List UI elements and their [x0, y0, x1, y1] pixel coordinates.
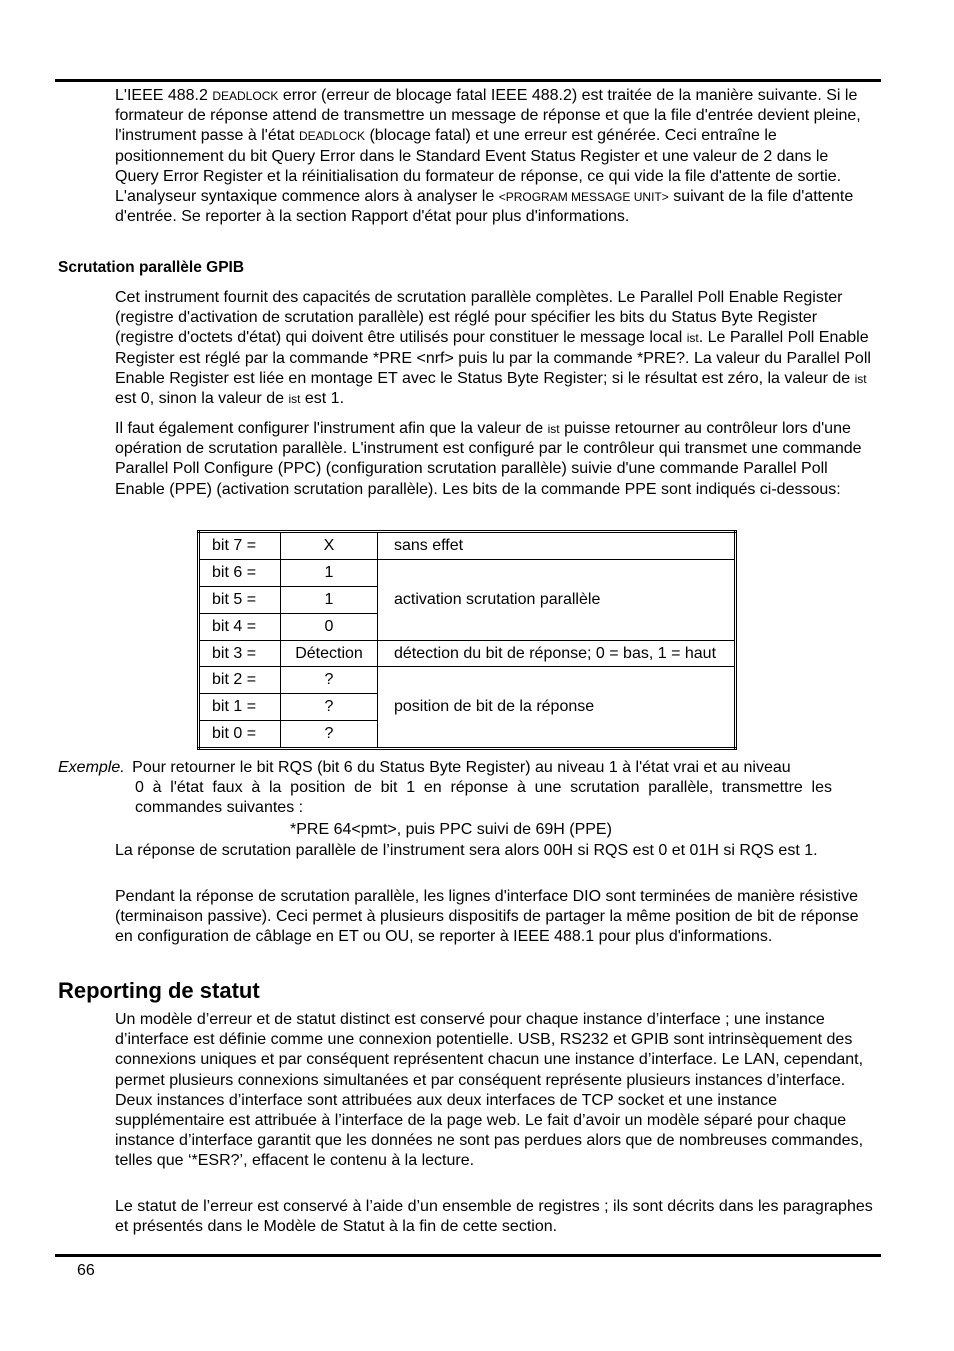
text-run: Cet instrument fournit des capacités de scrutation parallèle complètes. Le Parallel Poll Enable Register (registre d'activation de scrutation parallèle) est réglé pour spécifier les bits du Status Byte Register (registre d'octets d'état) qui doivent être utilisés pour constituer le message local [115, 289, 843, 347]
bit-value: 1 [281, 559, 378, 586]
text-run: . Le Parallel Poll Enable Register est réglé par la commande *PRE <nrf> puis lu par la commande *PRE?. La valeur du Parallel Poll Enable Register est liée en montage ET avec le Status Byte Register; si le résultat est zéro, la valeur de [115, 329, 871, 387]
text-run: suivant de la file d'attente d'entrée. Se reporter à la section Rapport d'état pour plus d'informations. [115, 188, 854, 226]
table-row [199, 640, 736, 667]
text-run: puisse retourner au contrôleur lors d'une opération de scrutation parallèle. L'instrument est configuré par le contrôleur qui transmet une commande Parallel Poll Configure (PPC) (configuration scrutation parallèle) suivie d'une commande Parallel Poll Enable (PPE) (activation scrutation parallèle). Les bits de la commande PPE sont indiqués ci-dessous: [115, 420, 862, 498]
bit-description: position de bit de la réponse [378, 667, 736, 749]
bit-value: ? [281, 694, 378, 721]
bit-value: X [281, 532, 378, 560]
bit-label: bit 1 = [199, 694, 281, 721]
bit-label: bit 5 = [199, 586, 281, 613]
bit-description: activation scrutation parallèle [378, 559, 736, 640]
paragraph-deadlock [115, 86, 875, 227]
text-run: (blocage fatal) et une erreur est générée. Ceci entraîne le positionnement du bit Query Error dans le Standard Event Status Register et une valeur de 2 dans le Query Error Register et la réinitialisation du formateur de réponse, ce qui vide la file d'attente de sortie. L'analyseur syntaxique commence alors à analyser le [115, 127, 842, 206]
text-run: est 0, sinon la valeur de [115, 390, 289, 408]
bit-value: ? [281, 721, 378, 749]
example-line1: Pour retourner le bit RQS (bit 6 du Status Byte Register) au niveau 1 à l'état vrai et au niveau [132, 759, 791, 776]
bit-label: bit 3 = [199, 640, 281, 667]
table-row [199, 532, 736, 560]
bit-value: 0 [281, 613, 378, 640]
bit-value: Détection [281, 640, 378, 667]
ist-term: ist [547, 422, 560, 436]
table-row [199, 559, 736, 586]
section-heading-reporting: Reporting de statut [58, 978, 260, 1003]
paragraph-dio: Pendant la réponse de scrutation parallèle, les lignes d'interface DIO sont terminées de manière résistive (terminaison passive). Ceci permet à plusieurs dispositifs de partager la même position de bit de réponse en configuration de câblage en ET ou OU, se reporter à IEEE 488.1 pour plus d'informations. [115, 888, 859, 946]
paragraph-parallel-poll [115, 288, 875, 409]
top-rule [55, 79, 881, 82]
paragraph-response: La réponse de scrutation parallèle de l’instrument sera alors 00H si RQS est 0 et 01H si RQS est 1. [115, 842, 818, 859]
page-number: 66 [77, 1262, 95, 1279]
example-rest: 0 à l'état faux à la position de bit 1 en réponse à une scrutation parallèle, transmettre les commandes suivantes : [135, 779, 832, 817]
text-run: L'IEEE 488.2 [115, 87, 213, 104]
bit-description: détection du bit de réponse; 0 = bas, 1 = haut [378, 640, 736, 667]
bit-label: bit 2 = [199, 667, 281, 694]
ist-term: ist [854, 371, 867, 386]
table-row [199, 667, 736, 694]
bit-label: bit 4 = [199, 613, 281, 640]
bottom-rule [55, 1254, 881, 1257]
text-run: Il faut également configurer l'instrument afin que la valeur de [115, 420, 548, 437]
ist-term: ist [288, 392, 301, 407]
bit-description: sans effet [378, 532, 736, 560]
paragraph-configure [115, 419, 875, 500]
small-caps-term: DEADLOCK [212, 89, 279, 103]
ppe-bits-table [197, 530, 737, 750]
example-block [58, 758, 838, 840]
paragraph-status-model: Un modèle d’erreur et de statut distinct est conservé pour chaque instance d’interface ; une instance d’interface est définie comme une connexion potentielle. USB, RS232 et GPIB sont intrinsèquement des connexions uniques et par conséquent représentent chacun une instance d’interface. Le LAN, cependant, permet plusieurs connexions simultanées et par conséquent représente plusieurs instances d’interface. Deux instances d’interface sont attribuées aux deux interfaces de TCP socket et une instance supplémentaire est attribuée à l’interface de la page web. Le fait d’avoir un modèle séparé pour chaque instance d’interface garantit que les données ne sont pas perdues alors que de nombreuses commandes, telles que ‘*ESR?’, effacent le contenu à la lecture. [115, 1011, 864, 1170]
bit-value: 1 [281, 586, 378, 613]
text-run: error (erreur de blocage fatal IEEE 488.2) est traitée de la manière suivante. Si le formateur de réponse attend de transmettre un message de réponse et que la file d'entrée devient pleine, l'instrument passe à l'état [115, 87, 861, 145]
section-heading-gpib: Scrutation parallèle GPIB [58, 259, 245, 276]
bit-label: bit 7 = [199, 532, 281, 560]
bit-label: bit 0 = [199, 721, 281, 749]
paragraph-registers: Le statut de l’erreur est conservé à l’aide d’un ensemble de registres ; ils sont décrits dans les paragraphes et présentés dans le Modèle de Statut à la fin de cette section. [115, 1198, 873, 1236]
example-command: *PRE 64<pmt>, puis PPC suivi de 69H (PPE) [290, 820, 612, 838]
bit-label: bit 6 = [199, 559, 281, 586]
text-run: est 1. [300, 390, 345, 408]
ist-term: ist [686, 331, 699, 346]
bit-value: ? [281, 667, 378, 694]
example-label: Exemple. [58, 759, 125, 776]
small-caps-term: DEADLOCK [298, 129, 366, 144]
example-first-line [58, 758, 838, 778]
small-caps-term: <PROGRAM MESSAGE UNIT> [498, 190, 669, 205]
